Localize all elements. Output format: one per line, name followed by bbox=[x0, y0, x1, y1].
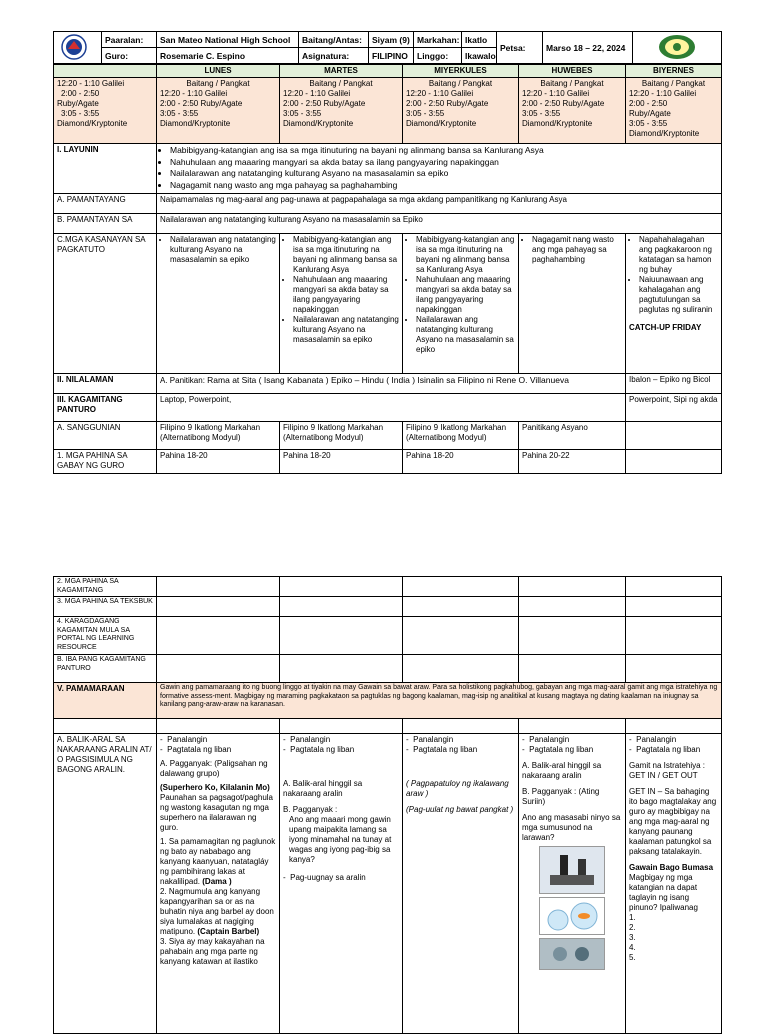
schedule-miyerkules: Baitang / Pangkat 12:20 - 1:10 Galilei 2:00 - 2:50 Ruby/Agate 3:05 - 3:55 Diamond/Kryptonite bbox=[403, 78, 519, 144]
second-table bbox=[53, 576, 722, 1034]
schedule-lunes: Baitang / Pangkat 12:20 - 1:10 Galilei 2:00 - 2:50 Ruby/Agate 3:05 - 3:55 Diamond/Kryptonite bbox=[157, 78, 280, 144]
catch-up-friday: CATCH-UP FRIDAY bbox=[629, 323, 702, 332]
kasanayan-biyernes: • Napahahalagahan ang pagkakaroon ng katatagan sa hamon ng buhay • Naiuunawaan ang kahalagahan ang pagtutulungan sa paglutas ng suliranin CATCH-UP FRIDAY bbox=[626, 234, 722, 374]
sanggunian-huwebes: Panitikang Asyano bbox=[519, 422, 626, 450]
asignatura-value: FILIPINO bbox=[369, 48, 414, 64]
iba-pang-label: B. IBA PANG KAGAMITANG PANTURO bbox=[54, 655, 157, 683]
sanggunian-biyernes bbox=[626, 422, 722, 450]
school-seal-icon bbox=[655, 33, 699, 61]
guro-label: Guro: bbox=[102, 48, 157, 64]
gabay-huwebes: Pahina 20-22 bbox=[519, 450, 626, 474]
baitang-value: Siyam (9) bbox=[369, 32, 414, 48]
guro-value: Rosemarie C. Espino bbox=[157, 48, 299, 64]
day-miyerkules: MIYERKULES bbox=[403, 65, 519, 78]
petsa-label: Petsa: bbox=[497, 32, 543, 64]
gabay-miyerkules: Pahina 18-20 bbox=[403, 450, 519, 474]
kagamitang-pahina-label: 2. MGA PAHINA SA KAGAMITANG bbox=[54, 577, 157, 597]
kagamitang-label: III. KAGAMITANG PANTURO bbox=[54, 394, 157, 422]
kasanayan-label: C.MGA KASANAYAN SA PAGKATUTO bbox=[54, 234, 157, 374]
layunin-item: • Nahuhulaan ang maaaring mangyari sa akda batay sa ilang pangyayaring napakinggan bbox=[170, 157, 718, 169]
schedule-col0: 12:20 - 1:10 Galilei 2:00 - 2:50 Ruby/Agate 3:05 - 3:55 Diamond/Kryptonite bbox=[54, 78, 157, 144]
pamamaraan-label: V. PAMAMARAAN bbox=[54, 683, 157, 719]
paaralan-value: San Mateo National High School bbox=[157, 32, 299, 48]
layunin-item: • Nailalarawan ang natatanging kulturang Asyano na masasalamin sa epiko bbox=[170, 168, 718, 180]
kasanayan-huwebes: • Nagagamit nang wasto ang mga pahayag sa paghahambing bbox=[519, 234, 626, 374]
petsa-value: Marso 18 – 22, 2024 bbox=[543, 32, 633, 64]
gabay-biyernes bbox=[626, 450, 722, 474]
lesson-plan-page-1 bbox=[53, 31, 721, 474]
nilalaman-label: II. NILALAMAN bbox=[54, 374, 157, 394]
businessmen-image bbox=[539, 846, 605, 894]
karagdagang-label: 4. KARAGDAGANG KAGAMITAN MULA SA PORTAL NG LEARNING RESOURCE bbox=[54, 617, 157, 655]
linggo-label: Linggo: bbox=[414, 48, 462, 64]
gabay-lunes: Pahina 18-20 bbox=[157, 450, 280, 474]
schedule-biyernes: Baitang / Pangkat 12:20 - 1:10 Galilei 2:00 - 2:50 Ruby/Agate 3:05 - 3:55 Diamond/Kryptonite bbox=[626, 78, 722, 144]
pamantayang-text: Naipamamalas ng mag-aaral ang pag-unawa at pagpapahalaga sa mga akdang pampanitikang ng Kanlurang Asya bbox=[157, 194, 722, 214]
kasanayan-lunes: • Nailalarawan ang natatanging kulturang Asyano na masasalamin sa epiko bbox=[157, 234, 280, 374]
pagganap-text: Nailalarawan ang natatanging kulturang Asyano na masasalamin sa Epiko bbox=[157, 214, 722, 234]
sanggunian-martes: Filipino 9 Ikatlong Markahan (Alternatibong Modyul) bbox=[280, 422, 403, 450]
markahan-value: Ikatlo bbox=[462, 32, 497, 48]
day-martes: MARTES bbox=[280, 65, 403, 78]
sanggunian-lunes: Filipino 9 Ikatlong Markahan (Alternatibong Modyul) bbox=[157, 422, 280, 450]
lesson-plan-page-2 bbox=[53, 576, 721, 1034]
sanggunian-label: A. SANGGUNIAN bbox=[54, 422, 157, 450]
paaralan-label: Paaralan: bbox=[102, 32, 157, 48]
deped-seal-icon bbox=[54, 33, 94, 61]
layunin-item: • Mabibigyang-katangian ang isa sa mga itinuturing na bayani ng alinmang bansa sa Kanlurang Asya bbox=[170, 145, 718, 157]
layunin-list bbox=[157, 144, 722, 194]
asignatura-label: Asignatura: bbox=[299, 48, 369, 64]
balik-miyerkules: - Panalangin - Pagtatala ng liban ( Pagpapatuloy ng ikalawang araw ) (Pag-uulat ng bawat pangkat ) bbox=[403, 734, 519, 1034]
baitang-label: Baitang/Antas: bbox=[299, 32, 369, 48]
markahan-label: Markahan: bbox=[414, 32, 462, 48]
layunin-item: • Nagagamit nang wasto ang mga pahayag sa paghahambing bbox=[170, 180, 718, 192]
kagamitang-biyernes: Powerpoint, Sipi ng akda bbox=[626, 394, 722, 422]
pagganap-label: B. PAMANTAYAN SA bbox=[54, 214, 157, 234]
teksbuk-label: 3. MGA PAHINA SA TEKSBUK bbox=[54, 597, 157, 617]
kasanayan-martes: • Mabibigyang-katangian ang isa sa mga itinuturing na bayani ng alinmang bansa sa Kanlurang Asya • Nahuhulaan ang maaaring mangyari sa akda batay sa ilang pangyayaring napakinggan • Nailalarawan ang natatanging kulturang Asyano na masasalamin sa epiko bbox=[280, 234, 403, 374]
header-table bbox=[53, 31, 722, 64]
balik-huwebes: - Panalangin - Pagtatala ng liban A. Balik-aral hinggil sa nakaraang aralin B. Pagganyak : (Ating Suriin) Ano ang masasabi ninyo sa mga sumusunod na larawan? bbox=[519, 734, 626, 1034]
layunin-label: I. LAYUNIN bbox=[54, 144, 157, 194]
gabay-label: 1. MGA PAHINA SA GABAY NG GURO bbox=[54, 450, 157, 474]
pamamaraan-text: Gawin ang pamamaraang ito ng buong linggo at tiyakin na may Gawain sa bawat araw. Para sa holistikong pagkahubog, gabayan ang mga mag-aaral gamit ang mga istratehiya ng formative assess-ment. Magbigay ng maraming pagkakataon sa pagtuklas ng bagong kaalaman, mag-isip ng analitikal at kusang magtaya ng dating kaalaman na iniugnay sa kanilang pang-araw-araw na karanasan. bbox=[157, 683, 722, 719]
school-logo-cell bbox=[633, 32, 722, 64]
day-biyernes: BIYERNES bbox=[626, 65, 722, 78]
balik-lunes: - Panalangin - Pagtatala ng liban A. Pagganyak: (Paligsahan ng dalawang grupo) (Superhero Ko, Kilalanin Mo) Paunahan sa pagsagot/paghula ng wastong kasagutan ng mga superhero na ilalarawan ng guro. 1. Sa pamamagitan ng paglunok ng bato ay nababago ang kanyang kaanyuan, natatagláy ng pambihirang lakas at nakalilipad. (Dama ) 2. Nagmumula ang kanyang kapangyarihan sa or as na buhatin niya ang barbel ay doon siya lumalakas at nagiging matipuno. (Captain Barbel) 3. Siya ay may kakayahan na pahabain ang mga parte ng kanyang katawan at ilastiko bbox=[157, 734, 280, 1034]
main-table bbox=[53, 64, 722, 474]
pamantayang-label: A. PAMANTAYANG bbox=[54, 194, 157, 214]
nilalaman-text: A. Panitikan: Rama at Sita ( Isang Kabanata ) Epiko – Hindu ( India ) Isinalin sa Filipino ni Rene O. Villanueva bbox=[157, 374, 626, 394]
gabay-martes: Pahina 18-20 bbox=[280, 450, 403, 474]
nilalaman-biyernes: Ibalon – Epiko ng Bicol bbox=[626, 374, 722, 394]
goldfish-bowls-image bbox=[539, 897, 605, 935]
kasanayan-miyerkules: • Mabibigyang-katangian ang isa sa mga itinuturing na bayani ng alinmang bansa sa Kanlurang Asya • Nahuhulaan ang maaaring mangyari sa akda batay sa ilang pangyayaring napakinggan • Nailalarawan ang natatanging kulturang Asyano na masasalamin sa epiko bbox=[403, 234, 519, 374]
kagamitang-text: Laptop, Powerpoint, bbox=[157, 394, 626, 422]
deped-logo-cell bbox=[54, 32, 102, 64]
schedule-huwebes: Baitang / Pangkat 12:20 - 1:10 Galilei 2:00 - 2:50 Ruby/Agate 3:05 - 3:55 Diamond/Kryptonite bbox=[519, 78, 626, 144]
day-lunes: LUNES bbox=[157, 65, 280, 78]
balik-aral-label: A. BALIK-ARAL SA NAKARAANG ARALIN AT/ O PAGSISIMULA NG BAGONG ARALIN. bbox=[54, 734, 157, 1034]
balik-biyernes: - Panalangin - Pagtatala ng liban Gamit na Istratehiya : GET IN / GET OUT GET IN – Sa bahaging ito bago magtalakay ang guro ay magbibigay na ang mga mag-aaral ng kanyang paunang kaalaman patungkol sa paksang tatalakayin. Gawain Bago Bumasa Magbigay ng mga katangian na dapat taglayin ng isang pinuno? Ipaliwanag 1. 2. 3. 4. 5. bbox=[626, 734, 722, 1034]
day-huwebes: HUWEBES bbox=[519, 65, 626, 78]
schedule-martes: Baitang / Pangkat 12:20 - 1:10 Galilei 2:00 - 2:50 Ruby/Agate 3:05 - 3:55 Diamond/Kryptonite bbox=[280, 78, 403, 144]
people-image bbox=[539, 938, 605, 970]
day-blank bbox=[54, 65, 157, 78]
sanggunian-miyerkules: Filipino 9 Ikatlong Markahan (Alternatibong Modyul) bbox=[403, 422, 519, 450]
linggo-value: Ikawalo bbox=[462, 48, 497, 64]
balik-martes: - Panalangin - Pagtatala ng liban A. Balik-aral hinggil sa nakaraang aralin B. Pagganyak : Ano ang maaari mong gawin upang maipakita lamang sa iyong minamahal na tunay at wagas ang iyong pag-ibig sa kanya? - Pag-uugnay sa aralin bbox=[280, 734, 403, 1034]
